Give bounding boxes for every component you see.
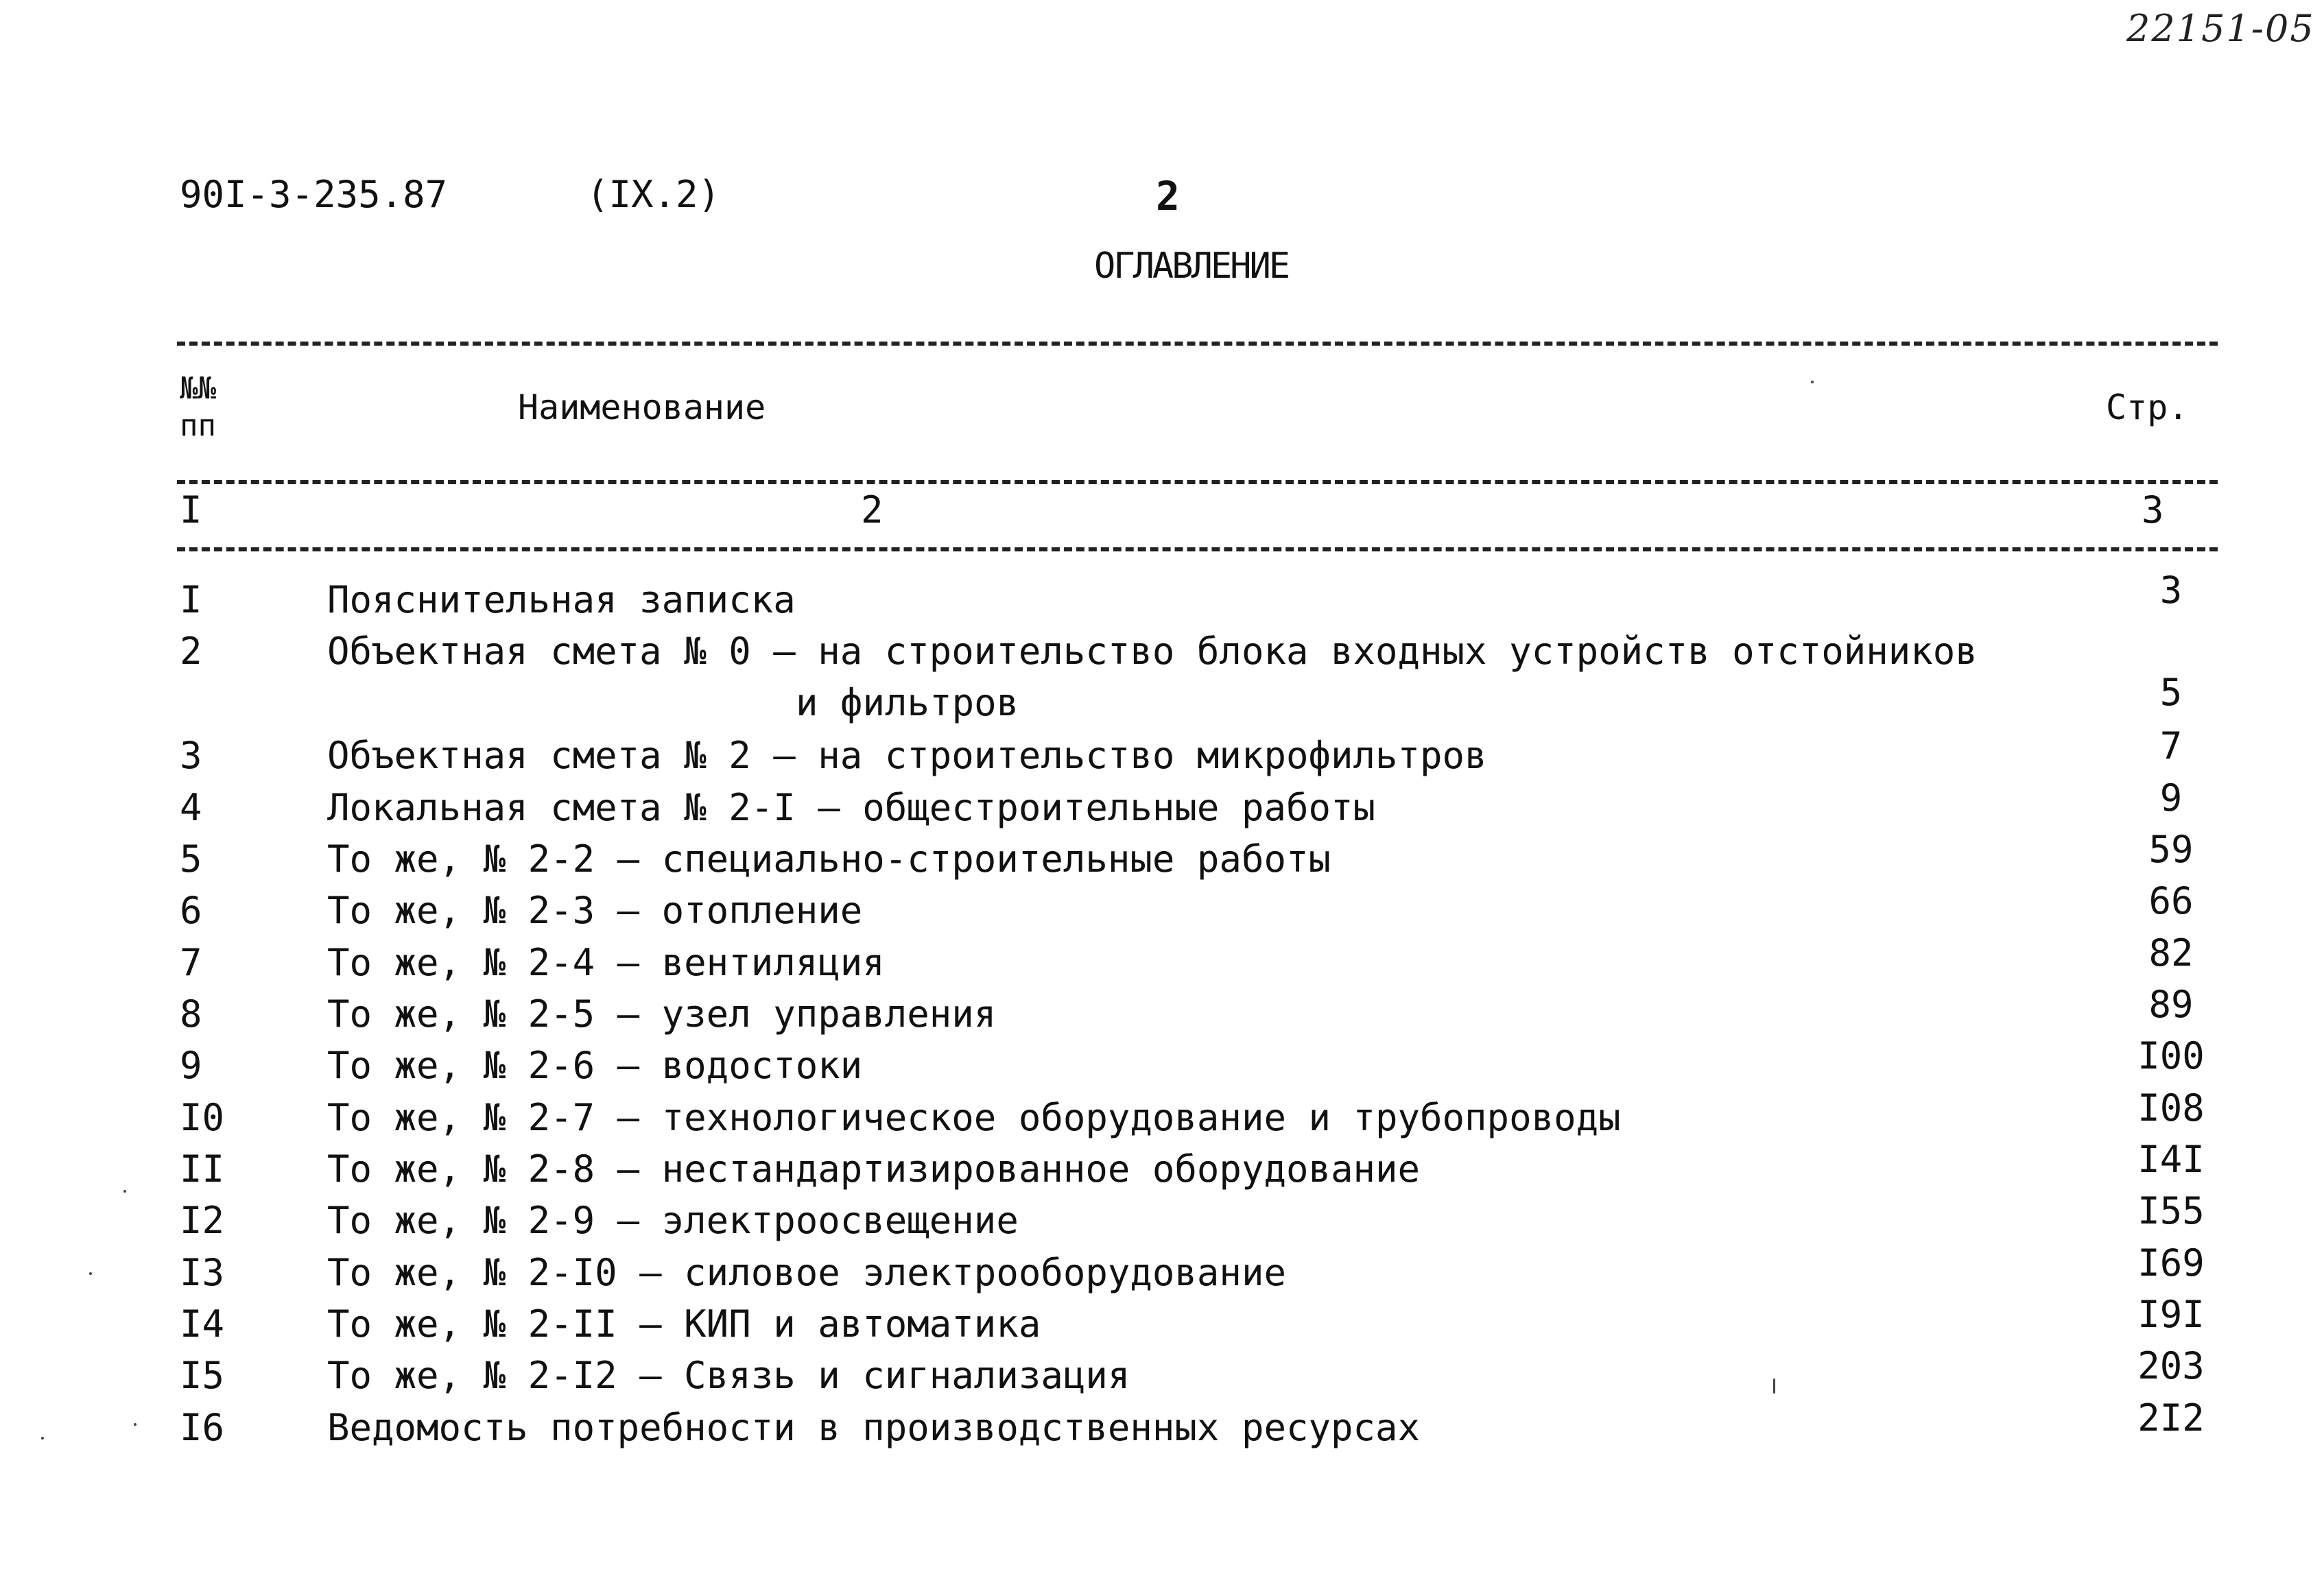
row-title: То же, № 2-5 – узел управления: [327, 992, 997, 1036]
toc-row: [0, 1189, 2324, 1251]
row-number: 8: [180, 992, 202, 1036]
row-title-continuation: и фильтров: [796, 681, 1019, 724]
column-number-2: 2: [861, 488, 884, 532]
scan-speck: [89, 1272, 92, 1275]
row-title: То же, № 2-6 – водостоки: [327, 1044, 863, 1087]
handwritten-archive-number: 22151-05: [2126, 7, 2315, 50]
row-number: I2: [180, 1199, 225, 1242]
column-header-name: Наименование: [518, 387, 766, 427]
scan-speck: [1811, 381, 1814, 383]
row-number: I3: [180, 1251, 225, 1294]
row-title: Объектная смета № 0 – на строительство блока входных устройств отстойников: [327, 630, 1978, 673]
row-title: Локальная смета № 2-I – общестроительные работы: [327, 786, 1376, 829]
row-title: То же, № 2-4 – вентиляция: [327, 941, 885, 984]
page-number: 2: [1156, 173, 1180, 219]
row-number: 6: [180, 889, 202, 932]
toc-row: [0, 1138, 2324, 1200]
row-page: I08: [2137, 1086, 2205, 1130]
toc-row: [0, 776, 2324, 838]
row-number: II: [180, 1147, 225, 1191]
row-number: 5: [180, 837, 202, 881]
toc-row: [0, 569, 2324, 630]
toc-row: [0, 1086, 2324, 1148]
scan-speck: [123, 1190, 126, 1193]
scan-speck: [41, 1437, 44, 1440]
row-page: 3: [2159, 569, 2183, 612]
row-page: 203: [2137, 1344, 2205, 1387]
row-title: Объектная смета № 2 – на строительство микрофильтров: [327, 734, 1487, 777]
row-title: Пояснительная записка: [327, 578, 796, 621]
row-title: То же, № 2-I0 – силовое электрооборудование: [327, 1251, 1286, 1294]
toc-row: [0, 1241, 2324, 1303]
row-page: I9I: [2137, 1293, 2205, 1336]
toc-row: [0, 1396, 2324, 1458]
row-number: 9: [180, 1044, 202, 1087]
row-page: 66: [2148, 879, 2194, 922]
row-title: То же, № 2-2 – специально-строительные работы: [327, 837, 1331, 881]
row-number: I: [180, 578, 202, 621]
row-number: I0: [180, 1096, 225, 1139]
row-title: То же, № 2-I2 – Связь и сигнализация: [327, 1354, 1130, 1397]
row-page: I55: [2137, 1189, 2205, 1232]
scan-speck: [1773, 1379, 1775, 1394]
row-number: I5: [180, 1354, 225, 1397]
toc-row: [0, 983, 2324, 1045]
row-number: I4: [180, 1302, 225, 1346]
toc-row: [0, 1034, 2324, 1096]
row-number: 7: [180, 941, 202, 984]
toc-row: [0, 630, 2324, 682]
toc-row: [0, 1293, 2324, 1355]
row-number: 3: [180, 734, 202, 777]
toc-row: [0, 724, 2324, 786]
document-code: 90I-3-235.87: [180, 173, 448, 216]
row-page: 5: [2159, 671, 2183, 714]
row-number: 4: [180, 786, 202, 829]
column-number-3: 3: [2142, 488, 2164, 532]
toc-row: [0, 879, 2324, 941]
row-page: I00: [2137, 1034, 2205, 1077]
column-number-divider: [177, 547, 2218, 551]
row-number: 2: [180, 630, 202, 673]
page-title: ОГЛАВЛЕНИЕ: [1094, 246, 1289, 287]
toc-row: [0, 1344, 2324, 1406]
row-page: 9: [2159, 776, 2183, 820]
row-title: Ведомость потребности в производственных ресурсах: [327, 1406, 1421, 1449]
column-header-page: Стр.: [2106, 387, 2189, 427]
column-number-1: I: [180, 488, 202, 532]
row-page: I69: [2137, 1241, 2205, 1285]
document-section: (IX.2): [586, 173, 721, 216]
row-page: 59: [2148, 828, 2194, 871]
row-title: То же, № 2-7 – технологическое оборудование и трубопроводы: [327, 1096, 1621, 1139]
row-title: То же, № 2-3 – отопление: [327, 889, 863, 932]
header-divider: [177, 480, 2218, 484]
row-page: 7: [2159, 724, 2183, 767]
row-page: 89: [2148, 983, 2194, 1026]
column-header-number: №№ пп: [180, 371, 216, 443]
row-page: 82: [2148, 931, 2194, 975]
row-title: То же, № 2-II – КИП и автоматика: [327, 1302, 1041, 1346]
toc-row: [0, 931, 2324, 993]
row-number: I6: [180, 1406, 225, 1449]
row-title: То же, № 2-9 – электроосвещение: [327, 1199, 1019, 1242]
scan-speck: [134, 1423, 137, 1426]
row-page: I4I: [2137, 1138, 2205, 1181]
row-page: 2I2: [2137, 1396, 2205, 1440]
table-top-rule: [177, 342, 2218, 346]
row-title: То же, № 2-8 – нестандартизированное оборудование: [327, 1147, 1421, 1191]
toc-row: [0, 828, 2324, 890]
